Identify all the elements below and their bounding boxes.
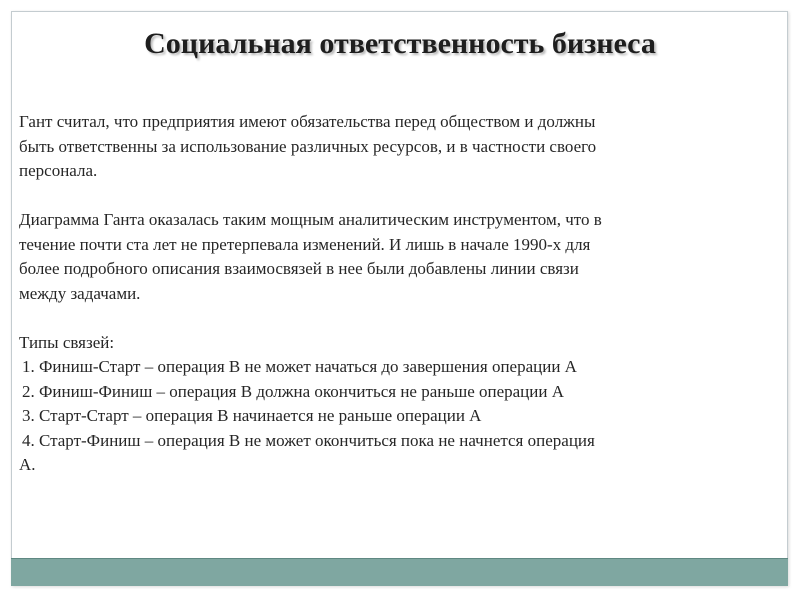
paragraph-1-line-3: персонала. bbox=[19, 161, 98, 180]
paragraph-2-line-3: более подробного описания взаимосвязей в нее были добавлены линии связи bbox=[19, 259, 579, 278]
bottom-accent-bar bbox=[11, 558, 788, 586]
paragraph-spacer bbox=[19, 184, 779, 209]
paragraph-spacer bbox=[19, 306, 779, 331]
paragraph-2-line-4: между задачами. bbox=[19, 283, 141, 303]
link-type-item-wrap: A. bbox=[19, 455, 36, 474]
paragraph-1-line-2: быть ответственны за использование различных ресурсов, и в частности своего bbox=[19, 136, 597, 156]
link-type-item: 2. Финиш-Финиш – операция B должна окончиться не раньше операции A bbox=[22, 381, 564, 401]
paragraph-2-line-1: Диаграмма Ганта оказалась таким мощным аналитическим инструментом, что в bbox=[19, 210, 602, 229]
link-type-item: 4. Старт-Финиш – операция B не может окончиться пока не начнется операция bbox=[22, 430, 595, 450]
paragraph-2-line-2: течение почти ста лет не претерпевала изменений. И лишь в начале 1990-х для bbox=[19, 234, 591, 254]
link-type-item: 3. Старт-Старт – операция B начинается не раньше операции A bbox=[22, 406, 482, 425]
link-types-heading: Типы связей: bbox=[19, 332, 115, 352]
link-type-item: 1. Финиш-Старт – операция B не может начаться до завершения операции A bbox=[22, 357, 577, 376]
slide-title: Социальная ответственность бизнеса bbox=[144, 27, 656, 60]
slide-body bbox=[19, 110, 779, 478]
paragraph-1-line-1: Гант считал, что предприятия имеют обязательства перед обществом и должны bbox=[19, 112, 596, 131]
